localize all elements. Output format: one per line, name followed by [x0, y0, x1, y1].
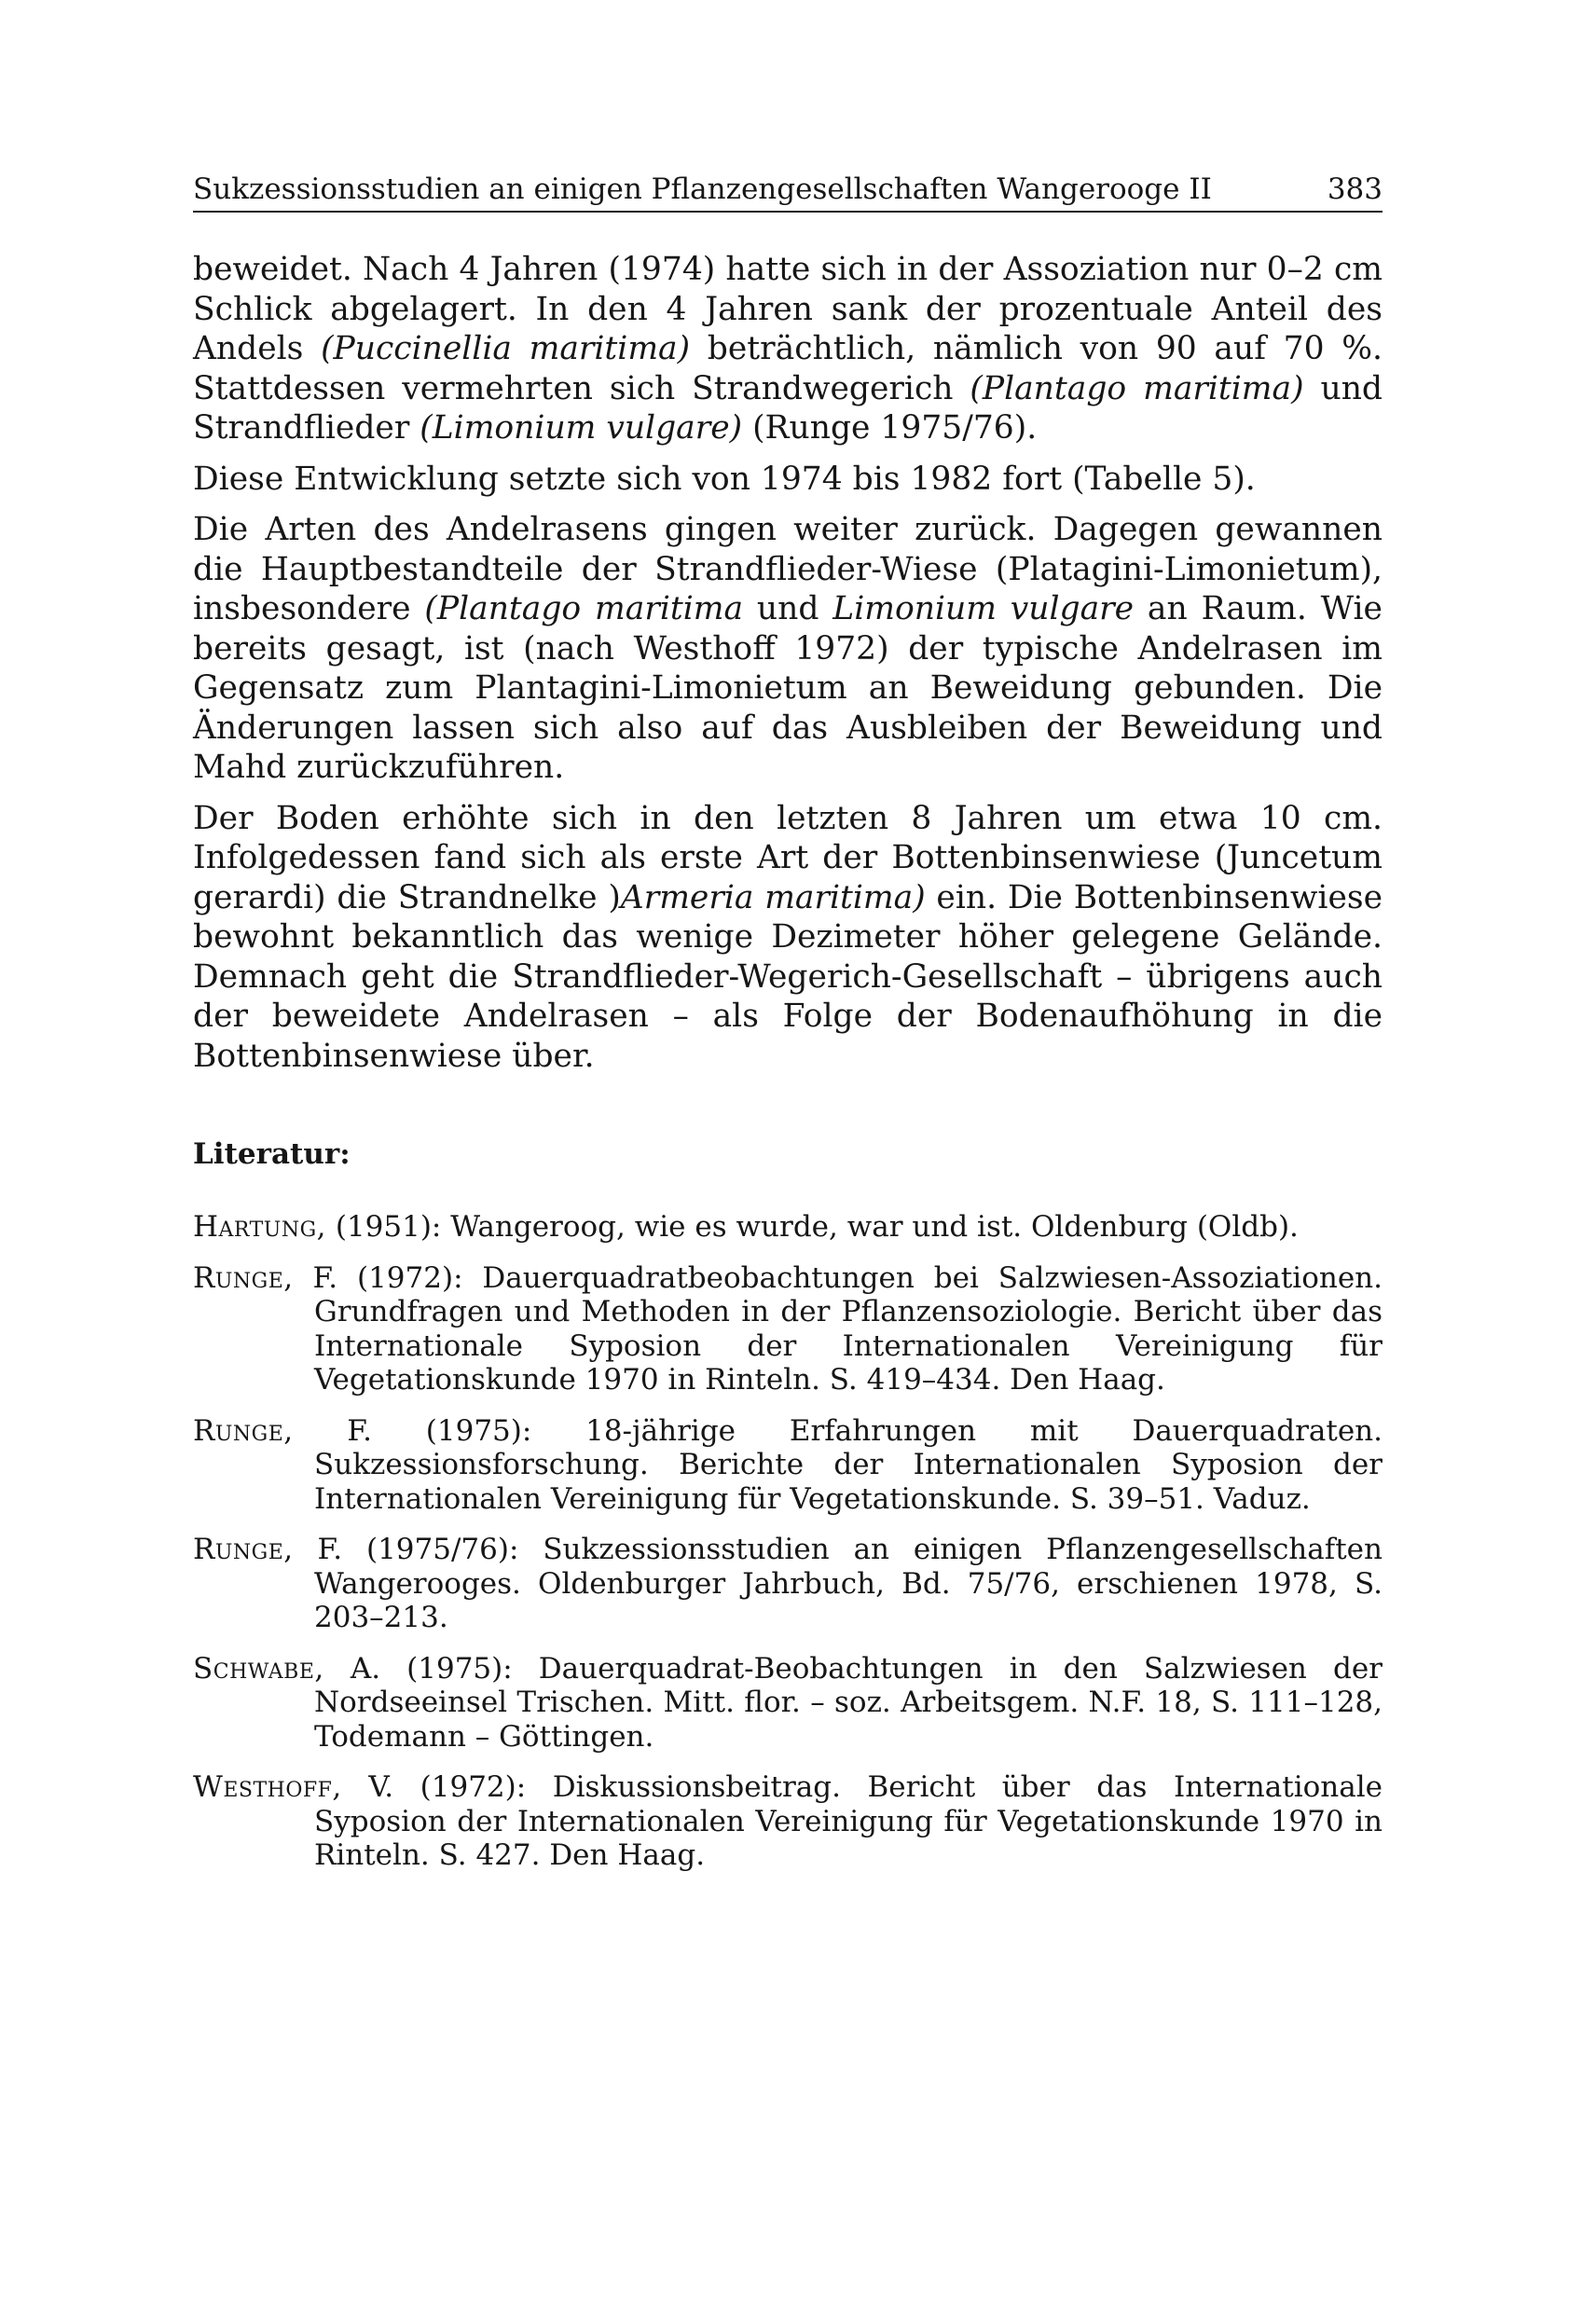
reference-item	[193, 1261, 1383, 1397]
reference-item	[193, 1210, 1383, 1245]
literature-section	[193, 1135, 1383, 1890]
reference-author: Schwabe,	[193, 1651, 324, 1686]
page-number: 383	[1327, 172, 1383, 206]
body-text	[193, 250, 1383, 1087]
running-head	[193, 168, 1383, 213]
reference-text: F. (1972): Dauerquadratbeobachtungen bei Salzwiesen-Assoziationen. Grundfragen und Methoden in der Pflanzensoziologie. Bericht über das Internationale Syposion der Internationalen Vereinigung für Vegetationskunde 1970 in Rinteln. S. 419–434. Den Haag.	[293, 1260, 1383, 1397]
text-run: ein. Die Bottenbinsenwiese bewohnt bekanntlich das wenige Dezimeter höher gelegene Gelände. Demnach geht die Strandflieder-Wegerich-Gesellschaft – übrigens auch der beweidete Andelrasen – als Folge der Bodenaufhöhung in die Bottenbinsenwiese über.	[193, 878, 1383, 1075]
species-name: Armeria maritima)	[620, 878, 926, 916]
text-run: an Raum. Wie bereits gesagt, ist (nach Westhoff 1972) der typische Andelrasen im Gegensatz zum Plantagini-Limonietum an Beweidung gebunden. Die Änderungen lassen sich also auf das Ausbleiben der Beweidung und Mahd zurückzuführen.	[193, 590, 1383, 786]
species-name: (Limonium vulgare)	[420, 409, 743, 447]
reference-item	[193, 1770, 1383, 1873]
text-run: Die Arten des Andelrasens gingen weiter zurück. Dagegen gewannen die Hauptbestandteile der Strandflieder-Wiese (Platagini-Limonietum), insbesondere	[193, 511, 1383, 627]
text-run: und Strandflieder	[193, 369, 1383, 447]
reference-item	[193, 1652, 1383, 1755]
reference-text: (1951): Wangeroog, wie es wurde, war und ist. Oldenburg (Oldb).	[326, 1210, 1299, 1244]
text-run: Der Boden erhöhte sich in den letzten 8 Jahren um etwa 10 cm. Infolgedessen fand sich als erste Art der Bottenbinsenwiese (Juncetum gerardi) die Strandnelke )	[193, 799, 1383, 916]
species-name: (Plantago maritima)	[970, 369, 1304, 407]
text-run: (Runge 1975/76).	[742, 409, 1038, 447]
reference-text: F. (1975): 18-jährige Erfahrungen mit Dauerquadraten. Sukzessionsforschung. Berichte der Internationalen Syposion der Internationalen Vereinigung für Vegetationskunde. S. 39–51. Vaduz.	[293, 1413, 1383, 1516]
text-run: und	[743, 590, 833, 627]
paragraph-3	[193, 510, 1383, 788]
reference-author: Hartung,	[193, 1210, 326, 1244]
species-name: (Puccinellia maritima)	[321, 330, 691, 367]
reference-text: F. (1975/76): Sukzessionsstudien an einigen Pflanzengesellschaften Wangerooges. Oldenburger Jahrbuch, Bd. 75/76, erschienen 1978, S. 203–213.	[293, 1533, 1383, 1634]
reference-item	[193, 1533, 1383, 1635]
paragraph-1	[193, 250, 1383, 448]
reference-text: V. (1972): Diskussionsbeitrag. Bericht über das Internationale Syposion der Internationalen Vereinigung für Vegetationskunde 1970 in Rinteln. S. 427. Den Haag.	[314, 1770, 1383, 1872]
species-name: (Plantago maritima	[424, 590, 744, 627]
paragraph-2: Diese Entwicklung setzte sich von 1974 bis 1982 fort (Tabelle 5).	[193, 460, 1256, 498]
reference-author: Runge,	[193, 1533, 294, 1566]
reference-text: A. (1975): Dauerquadrat-Beobachtungen in den Salzwiesen der Nordseeinsel Trischen. Mitt. flor. – soz. Arbeitsgem. N.F. 18, S. 111–128, Todemann – Göttingen.	[314, 1651, 1383, 1754]
running-title: Sukzessionsstudien an einigen Pflanzengesellschaften Wangerooge II	[193, 172, 1212, 206]
text-run: beweidet. Nach 4 Jahren (1974) hatte sich in der Assoziation nur 0–2 cm Schlick abgelagert. In den 4 Jahren sank der prozentuale Anteil des Andels	[193, 251, 1383, 367]
reference-author: Runge,	[193, 1413, 294, 1448]
reference-author: Westhoff,	[193, 1770, 342, 1804]
literature-heading: Literatur:	[193, 1137, 351, 1171]
text-run: beträchtlich, nämlich von 90 auf 70 %. Stattdessen vermehrten sich Strandwegerich	[193, 330, 1383, 407]
paragraph-4	[193, 799, 1383, 1077]
species-name: Limonium vulgare	[832, 590, 1135, 627]
reference-author: Runge,	[193, 1260, 294, 1295]
reference-item	[193, 1414, 1383, 1517]
